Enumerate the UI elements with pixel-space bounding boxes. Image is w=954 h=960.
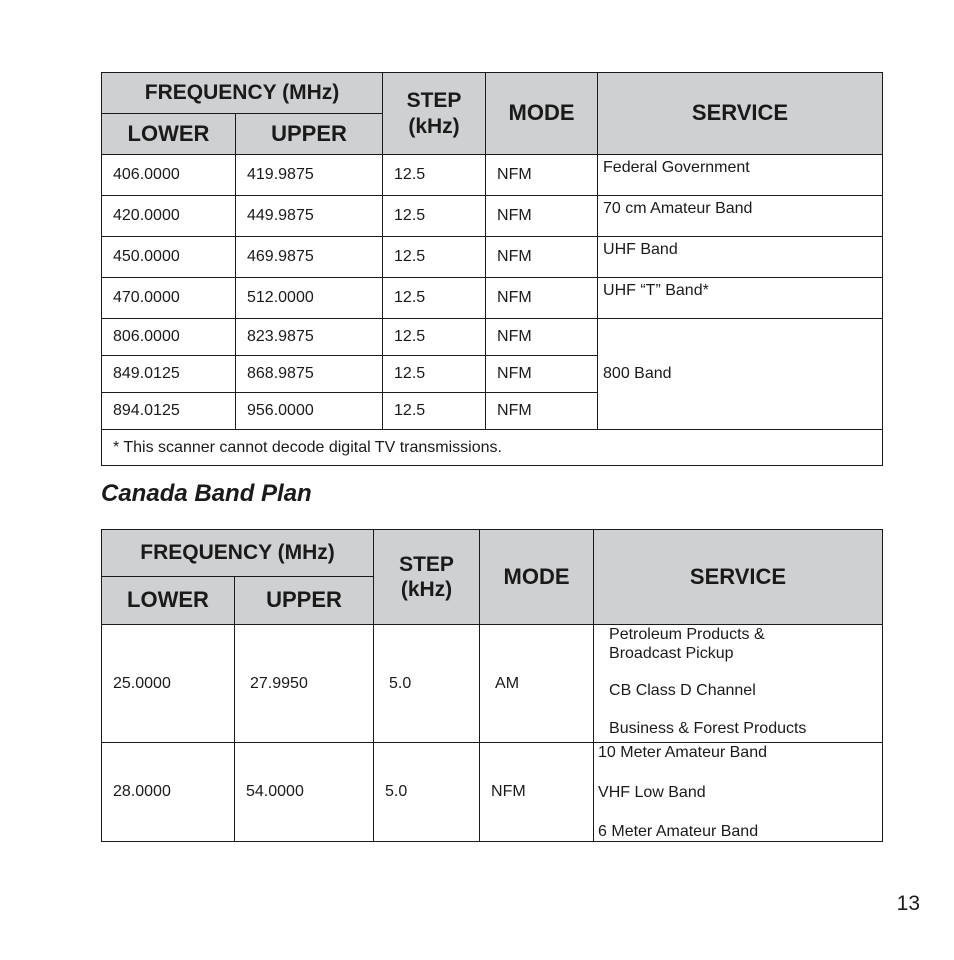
service-line: Business & Forest Products <box>609 720 807 737</box>
upper-cell: 449.9875 <box>236 196 383 237</box>
mode-cell: NFM <box>486 155 598 196</box>
step-cell: 12.5 <box>383 196 486 237</box>
step-cell: 12.5 <box>383 237 486 278</box>
step-cell: 12.5 <box>383 278 486 319</box>
service-line: 6 Meter Amateur Band <box>598 823 759 840</box>
service-line: VHF Low Band <box>598 783 706 801</box>
upper-header: UPPER <box>236 114 383 155</box>
service-line: Broadcast Pickup <box>609 645 734 662</box>
mode-cell: NFM <box>486 237 598 278</box>
lower-cell: 806.0000 <box>102 319 236 356</box>
service-line: CB Class D Channel <box>609 682 756 699</box>
section-heading: Canada Band Plan <box>101 480 312 507</box>
lower-cell: 470.0000 <box>102 278 236 319</box>
lower-cell: 25.0000 <box>102 625 235 743</box>
step-cell: 12.5 <box>383 155 486 196</box>
upper-cell: 956.0000 <box>236 393 383 430</box>
mode-cell: AM <box>480 625 594 743</box>
table-row <box>102 196 883 237</box>
step-cell: 5.0 <box>374 625 480 743</box>
step-cell: 12.5 <box>383 319 486 356</box>
lower-header: LOWER <box>102 577 235 625</box>
mode-header: MODE <box>486 73 598 155</box>
frequency-header: FREQUENCY (MHz) <box>102 530 374 577</box>
upper-cell: 868.9875 <box>236 356 383 393</box>
service-cell <box>594 625 883 743</box>
mode-cell: NFM <box>486 278 598 319</box>
upper-cell: 512.0000 <box>236 278 383 319</box>
mode-cell: NFM <box>486 356 598 393</box>
service-line: Petroleum Products & <box>609 626 765 643</box>
footnote: * This scanner cannot decode digital TV transmissions. <box>102 430 883 466</box>
step-header: STEP (kHz) <box>374 530 480 625</box>
step-cell: 5.0 <box>374 743 480 842</box>
us-band-plan-table <box>101 72 883 466</box>
mode-cell: NFM <box>486 393 598 430</box>
upper-cell: 469.9875 <box>236 237 383 278</box>
lower-cell: 28.0000 <box>102 743 235 842</box>
canada-band-plan-table <box>101 529 883 842</box>
step-header: STEP (kHz) <box>383 73 486 155</box>
lower-cell: 420.0000 <box>102 196 236 237</box>
upper-cell: 823.9875 <box>236 319 383 356</box>
table-row <box>102 278 883 319</box>
service-cell: Federal Government <box>598 155 883 196</box>
table-row <box>102 319 883 356</box>
lower-cell: 406.0000 <box>102 155 236 196</box>
step-cell: 12.5 <box>383 393 486 430</box>
service-cell <box>594 743 883 842</box>
table-row <box>102 237 883 278</box>
step-cell: 12.5 <box>383 356 486 393</box>
upper-header: UPPER <box>235 577 374 625</box>
service-header: SERVICE <box>598 73 883 155</box>
table-row <box>102 625 883 743</box>
lower-header: LOWER <box>102 114 236 155</box>
service-cell: UHF Band <box>598 237 883 278</box>
upper-cell: 54.0000 <box>235 743 374 842</box>
table-row <box>102 155 883 196</box>
frequency-header: FREQUENCY (MHz) <box>102 73 383 114</box>
upper-cell: 419.9875 <box>236 155 383 196</box>
page-number: 13 <box>896 892 920 915</box>
upper-cell: 27.9950 <box>235 625 374 743</box>
lower-cell: 894.0125 <box>102 393 236 430</box>
service-header: SERVICE <box>594 530 883 625</box>
service-cell: 800 Band <box>598 319 883 430</box>
table-row <box>102 743 883 842</box>
service-line: 10 Meter Amateur Band <box>598 744 767 761</box>
service-cell: UHF “T” Band* <box>598 278 883 319</box>
mode-cell: NFM <box>480 743 594 842</box>
mode-cell: NFM <box>486 319 598 356</box>
mode-header: MODE <box>480 530 594 625</box>
service-cell: 70 cm Amateur Band <box>598 196 883 237</box>
lower-cell: 849.0125 <box>102 356 236 393</box>
mode-cell: NFM <box>486 196 598 237</box>
lower-cell: 450.0000 <box>102 237 236 278</box>
